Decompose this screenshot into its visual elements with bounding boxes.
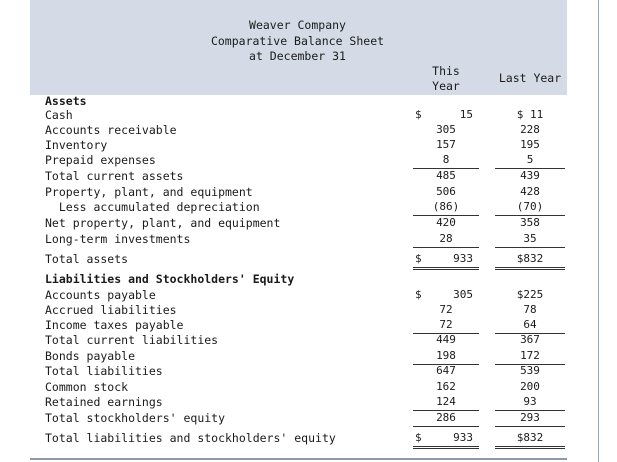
assets-row-label: Inventory	[45, 138, 108, 152]
this-year-underline	[413, 446, 479, 447]
amount-last-year: 5	[526, 153, 534, 166]
assets-row-label: Less accumulated depreciation	[45, 200, 260, 214]
amount-this-year: (86)	[432, 200, 460, 213]
assets-last-year-value	[495, 216, 565, 230]
amount-this-year: 449	[436, 333, 456, 346]
liabilities-this-year-value	[413, 333, 479, 347]
last-year-underline	[495, 426, 565, 427]
liabilities-this-year-value	[413, 380, 479, 394]
liabilities-last-year-value	[495, 364, 565, 378]
this-year-underline	[413, 426, 479, 427]
amount-last-year: 93	[523, 395, 537, 408]
last-year-underline	[495, 267, 565, 268]
amount-this-year: 72	[439, 303, 453, 316]
liabilities-last-year-value	[495, 318, 565, 332]
assets-row-label: Total assets	[45, 252, 129, 266]
liabilities-row-label: Total current liabilities	[45, 333, 219, 347]
liabilities-row-label: Bonds payable	[45, 349, 136, 363]
liabilities-row-label: Retained earnings	[45, 395, 163, 409]
amount-last-year: 228	[520, 123, 540, 136]
liabilities-last-year-value	[495, 431, 565, 445]
amount-last-year: 539	[520, 364, 540, 377]
last-year-underline	[495, 247, 565, 248]
last-year-underline	[495, 446, 565, 447]
balance-sheet	[30, 0, 567, 462]
header-band	[30, 0, 567, 95]
amount-this-year: 506	[436, 185, 456, 198]
assets-this-year-value	[413, 138, 479, 152]
assets-row-label: Prepaid expenses	[45, 153, 156, 167]
liabilities-last-year-value	[495, 333, 565, 347]
this-year-double-underline	[413, 448, 479, 449]
assets-heading: Assets	[45, 94, 87, 108]
amount-last-year: $832	[516, 431, 544, 444]
assets-this-year-value	[413, 153, 479, 167]
assets-last-year-value	[495, 123, 565, 137]
amount-this-year: 647	[436, 364, 456, 377]
amount-this-year: 162	[436, 380, 456, 393]
assets-this-year-value	[413, 200, 479, 214]
liabilities-row-label: Accrued liabilities	[45, 303, 177, 317]
amount-this-year: 157	[436, 138, 456, 151]
liabilities-row-label: Accounts payable	[45, 288, 156, 302]
this-year-double-underline	[413, 269, 479, 270]
liabilities-heading: Liabilities and Stockholders' Equity	[45, 272, 295, 286]
amount-last-year: 358	[520, 216, 540, 229]
amount-last-year: $832	[516, 252, 544, 265]
right-border-rule	[598, 0, 599, 462]
currency-symbol: $	[516, 108, 530, 121]
currency-symbol: $	[415, 288, 422, 301]
liabilities-this-year-value	[413, 431, 479, 445]
assets-this-year-value	[413, 169, 479, 183]
liabilities-this-year-value	[413, 395, 479, 409]
amount-this-year: 485	[436, 169, 456, 182]
this-year-header-line2: Year	[432, 79, 460, 93]
amount-last-year: 293	[520, 411, 540, 424]
amount-this-year: 15	[459, 108, 473, 121]
assets-row-label: Net property, plant, and equipment	[45, 216, 281, 230]
liabilities-this-year-value	[413, 288, 479, 302]
amount-this-year: 933	[453, 431, 473, 444]
liabilities-row-label: Total liabilities	[45, 364, 163, 378]
assets-row-label: Cash	[45, 108, 73, 122]
liabilities-this-year-value	[413, 303, 479, 317]
liabilities-last-year-value	[495, 303, 565, 317]
amount-last-year: 78	[523, 303, 537, 316]
amount-last-year: 64	[523, 318, 537, 331]
column-header-this-year	[413, 64, 479, 94]
assets-last-year-value	[495, 185, 565, 199]
liabilities-last-year-value	[495, 380, 565, 394]
amount-last-year: 200	[520, 380, 540, 393]
liabilities-this-year-value	[413, 411, 479, 425]
amount-last-year: 439	[520, 169, 540, 182]
currency-symbol: $	[415, 252, 422, 265]
liabilities-this-year-value	[413, 349, 479, 363]
amount-last-year: 195	[520, 138, 540, 151]
assets-last-year-value	[495, 232, 565, 246]
amount-this-year: 28	[439, 232, 453, 245]
liabilities-row-label: Income taxes payable	[45, 318, 184, 332]
last-year-double-underline	[495, 269, 565, 270]
liabilities-row-label: Total stockholders' equity	[45, 411, 226, 425]
assets-row-label: Long-term investments	[45, 232, 191, 246]
assets-last-year-value	[495, 252, 565, 266]
liabilities-row-label: Common stock	[45, 380, 129, 394]
currency-symbol: $	[415, 431, 422, 444]
amount-this-year: 305	[436, 123, 456, 136]
liabilities-last-year-value	[495, 349, 565, 363]
assets-last-year-value	[495, 138, 565, 152]
amount-last-year: 11	[530, 108, 544, 121]
amount-last-year: 35	[523, 232, 537, 245]
assets-this-year-value	[413, 108, 479, 122]
last-year-double-underline	[495, 448, 565, 449]
assets-this-year-value	[413, 252, 479, 266]
liabilities-last-year-value	[495, 411, 565, 425]
assets-last-year-value	[495, 200, 565, 214]
bottom-rule	[30, 458, 567, 460]
liabilities-this-year-value	[413, 318, 479, 332]
amount-this-year: 198	[436, 349, 456, 362]
amount-this-year: 420	[436, 216, 456, 229]
column-header-last-year: Last Year	[498, 71, 562, 85]
statement-title: Comparative Balance Sheet	[210, 34, 385, 48]
currency-symbol: $	[415, 108, 422, 121]
amount-this-year: 8	[442, 153, 450, 166]
amount-last-year: 367	[520, 333, 540, 346]
amount-this-year: 72	[439, 318, 453, 331]
amount-this-year: 933	[453, 252, 473, 265]
this-year-underline	[413, 267, 479, 268]
assets-row-label: Accounts receivable	[45, 123, 177, 137]
liabilities-row-label: Total liabilities and stockholders' equity	[45, 431, 336, 445]
amount-this-year: 286	[436, 411, 456, 424]
amount-last-year: 172	[520, 349, 540, 362]
assets-last-year-value	[495, 153, 565, 167]
amount-last-year: 428	[520, 185, 540, 198]
assets-row-label: Property, plant, and equipment	[45, 185, 253, 199]
company-name: Weaver Company	[249, 18, 346, 32]
liabilities-this-year-value	[413, 364, 479, 378]
assets-last-year-value	[495, 169, 565, 183]
amount-this-year: 305	[453, 288, 473, 301]
assets-this-year-value	[413, 216, 479, 230]
amount-this-year: 124	[436, 395, 456, 408]
amount-last-year: (70)	[516, 200, 544, 213]
liabilities-last-year-value	[495, 288, 565, 302]
assets-this-year-value	[413, 123, 479, 137]
amount-last-year: $225	[516, 288, 544, 301]
this-year-header-line1: This	[432, 64, 460, 78]
assets-this-year-value	[413, 232, 479, 246]
this-year-underline	[413, 247, 479, 248]
assets-last-year-value	[495, 108, 565, 122]
assets-row-label: Total current assets	[45, 169, 184, 183]
liabilities-last-year-value	[495, 395, 565, 409]
assets-this-year-value	[413, 185, 479, 199]
statement-date: at December 31	[249, 49, 346, 63]
